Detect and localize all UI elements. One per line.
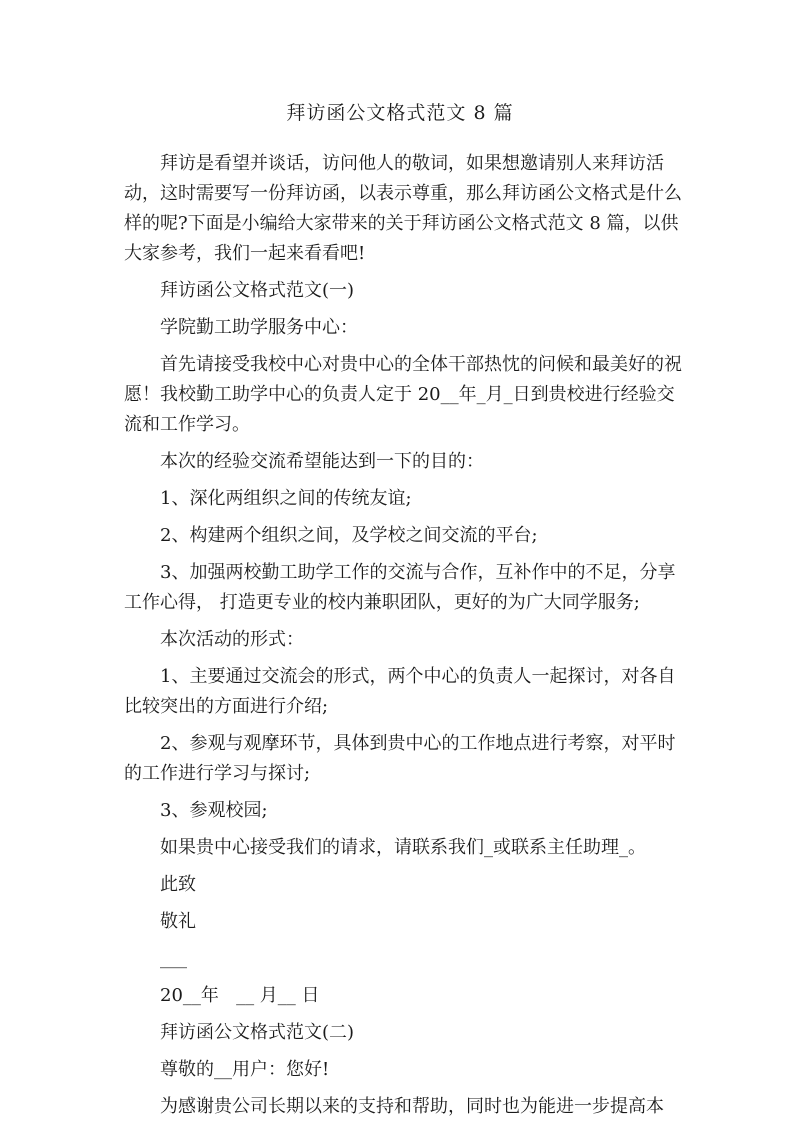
paragraph-salutation-1: 学院勤工助学服务中心： [160, 317, 358, 338]
paragraph-signature-line: ___ [160, 948, 187, 969]
paragraph-body-2: 为感谢贵公司长期以来的支持和帮助，同时也为能进一步提高本 [160, 1096, 664, 1117]
paragraph-contact: 如果贵中心接受我们的请求，请联系我们_或联系主任助理_。 [160, 837, 646, 858]
paragraph-date-line: 20__年 __ 月__ 日 [160, 985, 320, 1006]
paragraph-goal-1: 1、深化两组织之间的传统友谊; [160, 488, 412, 509]
paragraph-goals-heading: 本次的经验交流希望能达到一下的目的： [160, 451, 484, 472]
document-title: 拜访函公文格式范文 8 篇 [286, 102, 514, 124]
paragraph-format-1: 1、主要通过交流会的形式，两个中心的负责人一起探讨，对各自比较突出的方面进行介绍; [124, 666, 676, 717]
paragraph-heading-1: 拜访函公文格式范文(一) [160, 280, 355, 301]
paragraph-format-2: 2、参观与观摩环节，具体到贵中心的工作地点进行考察，对平时的工作进行学习与探讨; [124, 733, 676, 784]
paragraph-goal-2: 2、构建两个组织之间，及学校之间交流的平台; [160, 525, 538, 546]
paragraph-greeting: 首先请接受我校中心对贵中心的全体干部热忱的问候和最美好的祝愿！我校勤工助学中心的负责人定于 20__年_月_日到贵校进行经验交流和工作学习。 [124, 354, 682, 435]
document-body [124, 149, 684, 1129]
paragraph-heading-2: 拜访函公文格式范文(二) [160, 1022, 355, 1043]
paragraph-format-heading: 本次活动的形式： [160, 629, 304, 650]
paragraph-closing-1: 此致 [160, 874, 196, 895]
paragraph-goal-3: 3、加强两校勤工助学工作的交流与合作，互补作中的不足，分享工作心得， 打造更专业的校内兼职团队，更好的为广大同学服务; [124, 562, 676, 613]
paragraph-salutation-2: 尊敬的__用户：您好! [160, 1059, 330, 1080]
paragraph-format-3: 3、参观校园; [160, 800, 268, 821]
paragraph-intro: 拜访是看望并谈话，访问他人的敬词，如果想邀请别人来拜访活动，这时需要写一份拜访函，以表示尊重，那么拜访函公文格式是什么样的呢?下面是小编给大家带来的关于拜访函公文格式范文 8 篇，以供大家参考，我们一起来看看吧! [124, 153, 682, 264]
paragraph-closing-2: 敬礼 [160, 911, 196, 932]
